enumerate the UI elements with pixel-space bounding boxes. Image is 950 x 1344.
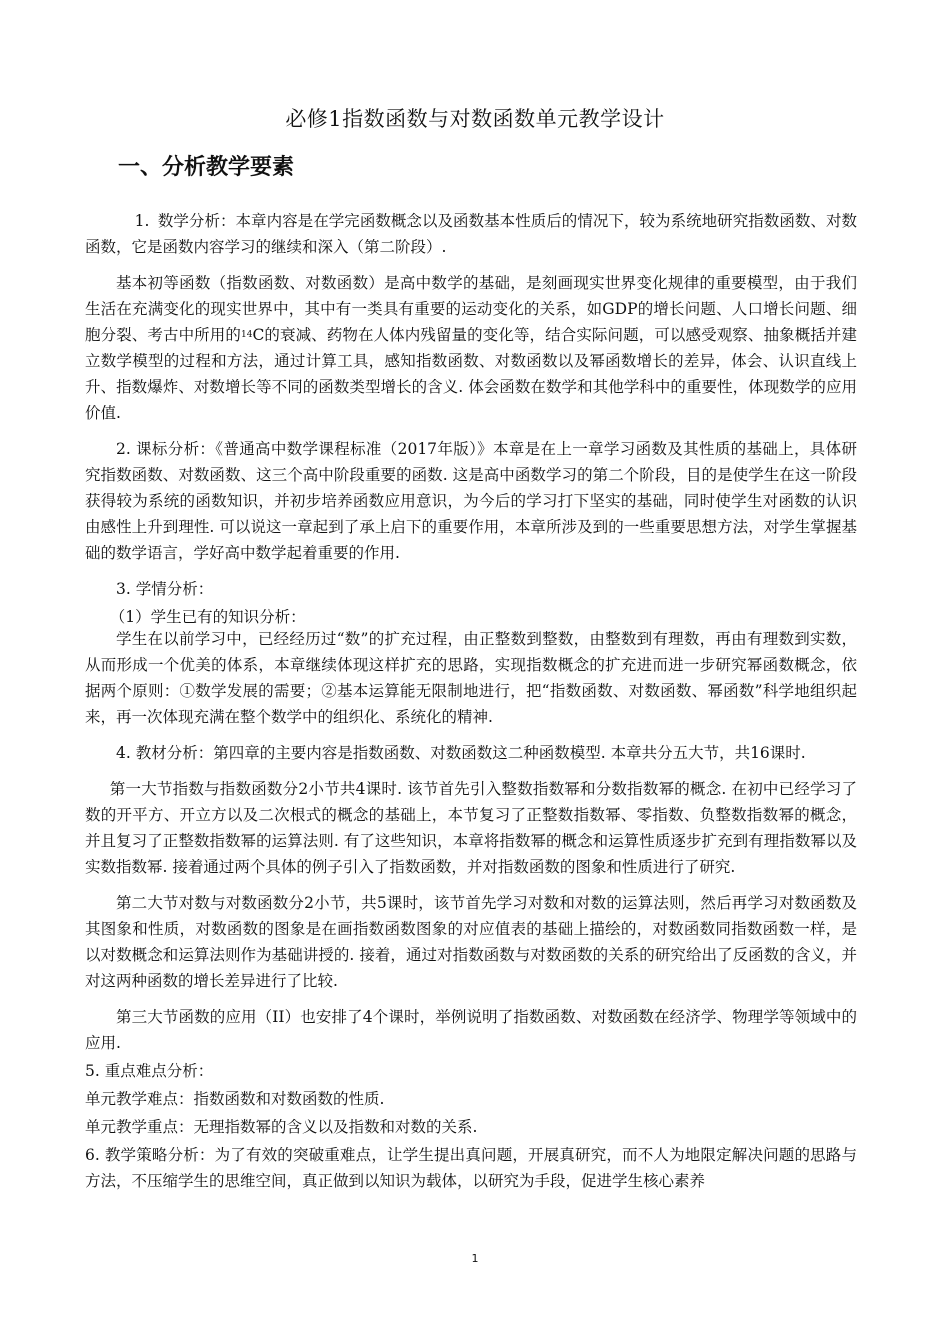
paragraph-number: 1. xyxy=(134,212,150,230)
paragraph-text: 基本初等函数（指数函数、对数函数）是高中数学的基础，是刻画现实世界变化规律的重要模型，由于我们生活在充满变化的现实世界中，其中有一类具有重要的运动变化的关系，如GDP的增长问题、人口增长问题、细胞分裂、考古中所用的 xyxy=(85,274,857,344)
paragraph-difficulty: 单元教学难点：指数函数和对数函数的性质. xyxy=(85,1090,385,1108)
page-number: 1 xyxy=(471,1252,479,1265)
document-title: 必修1指数函数与对数函数单元教学设计 xyxy=(285,107,665,131)
paragraph-text: 数学分析：本章内容是在学完函数概念以及函数基本性质后的情况下，较为系统地研究指数函数、对数函数，它是函数内容学习的继续和深入（第二阶段）. xyxy=(85,212,857,256)
paragraph-text: C的衰减、药物在人体内残留量的变化等，结合实际问题，可以感受观察、抽象概括并建立数学模型的过程和方法，通过计算工具，感知指数函数、对数函数以及幂函数增长的差异，体会、认识直线上升、指数爆炸、对数增长等不同的函数类型增长的含义. 体会函数在数学和其他学科中的重要性，体现数学的应用价值. xyxy=(85,326,857,422)
body-block-1 xyxy=(85,208,857,640)
paragraph-teaching-strategy: 6. 教学策略分析：为了有效的突破重难点，让学生提出真问题，开展真研究，而不人为地限定解决问题的思路与方法，不压缩学生的思维空间，真正做到以知识为载体，以研究为手段，促进学生核心素养 xyxy=(85,1146,857,1190)
paragraph-section-three: 第三大节函数的应用（II）也安排了4个课时，举例说明了指数函数、对数函数在经济学、物理学等领域中的应用. xyxy=(85,1008,857,1052)
section-heading: 一、分析教学要素 xyxy=(118,155,295,180)
paragraph-section-two: 第二大节对数与对数函数分2小节，共5课时，该节首先学习对数和对数的运算法则，然后再学习对数函数及其图象和性质，对数函数的图象是在画指数函数图象的对应值表的基础上描绘的，对数函数同指数函数一样，是以对数概念和运算法则作为基础讲授的. 接着，通过对指数函数与对数函数的关系的研究给出了反函数的含义，并对这两种函数的增长差异进行了比较. xyxy=(85,894,857,990)
paragraph-key-points: 单元教学重点：无理指数幂的含义以及指数和对数的关系. xyxy=(85,1118,478,1136)
paragraph-textbook-analysis: 4. 教材分析：第四章的主要内容是指数函数、对数函数这二种函数模型. 本章共分五大节，共16课时. xyxy=(116,744,806,762)
isotope-subscript: 14 xyxy=(240,330,253,340)
paragraph-curriculum-analysis: 2. 课标分析：《普通高中数学课程标准（2017年版）》本章是在上一章学习函数及其性质的基础上，具体研究指数函数、对数函数、这三个高中阶段重要的函数. 这是高中函数学习的第二个阶段，目的是使学生在这一阶段获得较为系统的函数知识，并初步培养函数应用意识，为今后的学习打下坚实的基础，同时使学生对函数的认识由感性上升到理性. 可以说这一章起到了承上启下的重要作用，本章所涉及到的一些重要思想方法，对学生掌握基础的数学语言，学好高中数学起着重要的作用. xyxy=(85,440,857,562)
paragraph-number-extension: 学生在以前学习中，已经经历过“数”的扩充过程，由正整数到整数，由整数到有理数，再由有理数到实数，从而形成一个优美的体系，本章继续体现这样扩充的思路，实现指数概念的扩充进而进一步研究幂函数概念，依据两个原则：①数学发展的需要；②基本运算能无限制地进行，把“指数函数、对数函数、幂函数”科学地组织起来，再一次体现充满在整个数学中的组织化、系统化的精神. xyxy=(85,630,857,726)
paragraph-basic-functions xyxy=(85,270,857,426)
paragraph-math-analysis xyxy=(85,208,857,260)
body-block-2 xyxy=(85,626,857,1196)
paragraph-section-one: 第一大节指数与指数函数分2小节共4课时. 该节首先引入整数指数幂和分数指数幂的概念. 在初中已经学习了数的开平方、开立方以及二次根式的概念的基础上，本节复习了正整数指数幂、零指数、负整数指数幂的概念，并且复习了正整数指数幂的运算法则. 有了这些知识，本章将指数幂的概念和运算性质逐步扩充到有理指数幂以及实数指数幂. 接着通过两个具体的例子引入了指数函数，并对指数函数的图象和性质进行了研究. xyxy=(85,780,857,876)
paragraph-student-analysis-heading: 3. 学情分析： xyxy=(116,580,214,598)
paragraph-key-difficulty-heading: 5. 重点难点分析： xyxy=(85,1062,214,1080)
paragraph-existing-knowledge-heading: （1）学生已有的知识分析： xyxy=(109,608,306,626)
